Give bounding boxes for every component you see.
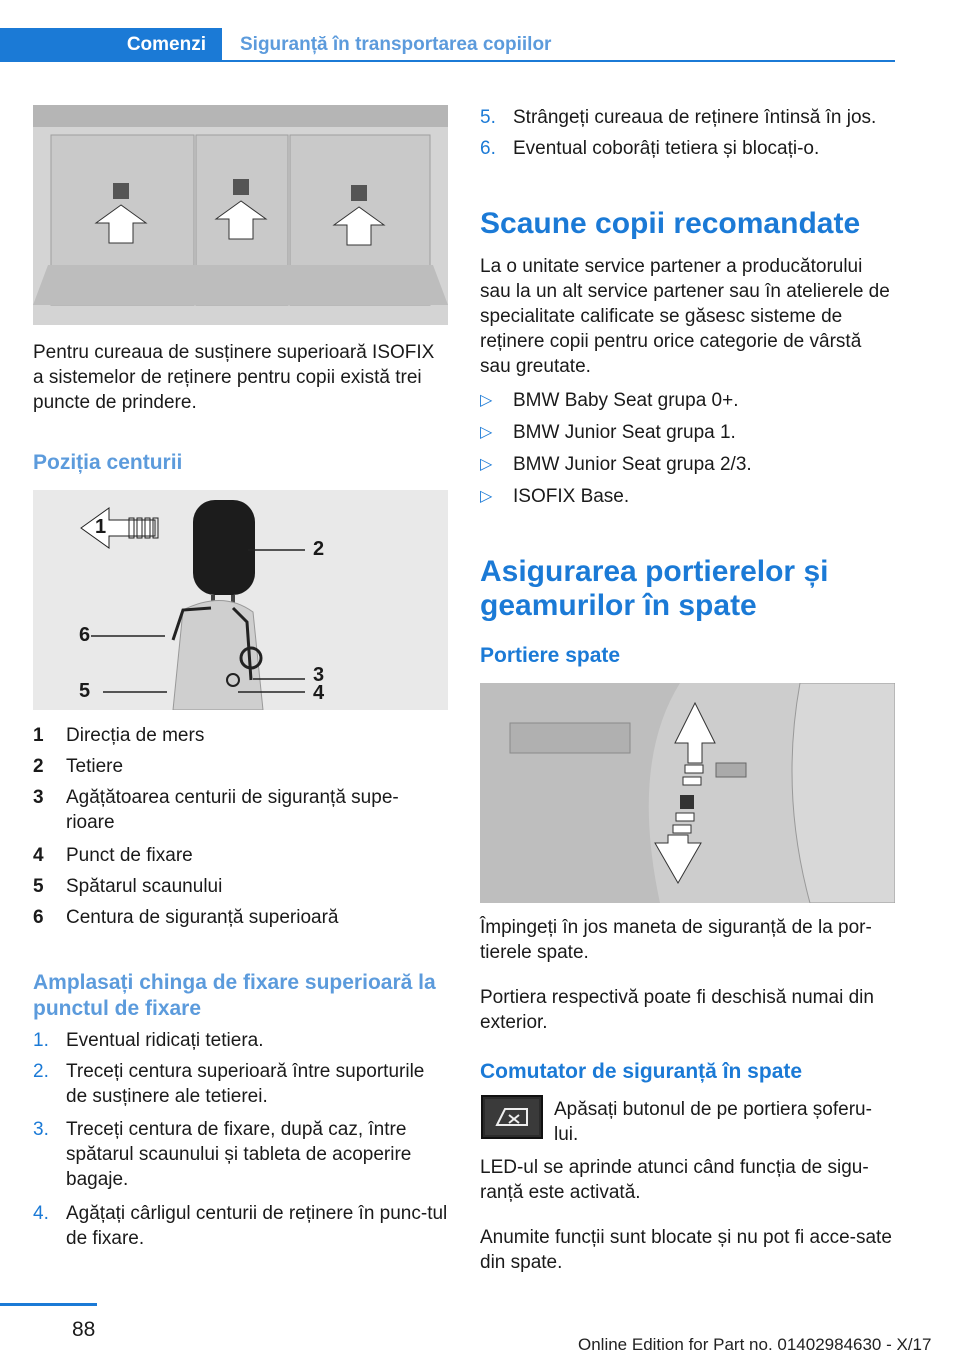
list-item: ▷ BMW Junior Seat grupa 2/3. (480, 454, 752, 475)
triangle-bullet-icon: ▷ (480, 456, 493, 473)
switch-details-block (480, 1155, 895, 1275)
triangle-bullet-icon: ▷ (480, 392, 493, 409)
belt-position-heading: Poziția centurii (33, 451, 183, 474)
intro-paragraph-block (33, 340, 448, 415)
recommended-seats-text: La o unitate service partener a producătorului sau la un alt service partener sau în atelierele de specialitate calificate se găsesc sisteme de reținere copii pentru orice categorie de vârstă sau greutate. (480, 256, 890, 377)
attach-belt-heading: Amplasați chinga de fixare superioară la punctul de fixare (33, 971, 436, 1020)
seat-list (480, 388, 895, 516)
section-title[interactable]: Siguranță în transportarea copiilor (240, 34, 552, 55)
legend-item: 4 Punct de fixare (33, 845, 193, 866)
list-item: ▷ ISOFIX Base. (480, 486, 630, 507)
legend-item: 6 Centura de siguranță superioară (33, 907, 339, 928)
step-item: 3. Treceți centura de fixare, după caz, între spătarul scaunului și tableta de acoperire bagaje. (33, 1119, 412, 1190)
step-item: 4. Agățați cârligul centurii de reținere în punc-tul de fixare. (33, 1203, 448, 1249)
window-lock-button-icon (481, 1095, 543, 1139)
rear-doors-paragraph-2: Portiera respectivă poate fi deschisă numai din exterior. (480, 987, 874, 1033)
legend-item: 3 Agățătoarea centurii de siguranță supe-rioare (33, 787, 399, 833)
fig-label-1: 1 (95, 516, 107, 538)
footer-rule (0, 1303, 97, 1306)
blocked-functions-text: Anumite funcții sunt blocate și nu pot fi acce-sate din spate. (480, 1227, 892, 1273)
rear-safety-switch-heading: Comutator de siguranță în spate (480, 1060, 803, 1083)
attach-steps-list (33, 1028, 448, 1259)
page-header (0, 28, 895, 62)
led-text: LED-ul se aprinde atunci când funcția de sigu-ranță este activată. (480, 1157, 869, 1203)
legend-item: 5 Spătarul scaunului (33, 876, 223, 897)
headrest-belt-figure (33, 490, 448, 710)
step-item: 2. Treceți centura superioară între suporturile de susținere ale tetierei. (33, 1061, 425, 1107)
continued-steps-list (480, 105, 895, 167)
switch-text-block (554, 1097, 895, 1147)
chapter-tab[interactable]: Comenzi (0, 28, 222, 62)
step-item: 6. Eventual coborâți tetiera și blocați-o. (480, 138, 820, 159)
page-number: 88 (72, 1318, 96, 1341)
triangle-bullet-icon: ▷ (480, 424, 493, 441)
triangle-bullet-icon: ▷ (480, 488, 493, 505)
fig-label-5: 5 (79, 680, 91, 702)
switch-text: Apăsați butonul de pe portiera șoferu-lui. (554, 1099, 872, 1145)
recommended-seats-heading: Scaune copii recomandate (480, 207, 861, 240)
list-item: ▷ BMW Junior Seat grupa 1. (480, 422, 736, 443)
fig-label-6: 6 (79, 624, 91, 646)
header-rule (222, 60, 895, 62)
doors-windows-heading: Asigurarea portierelor și geamurilor în spate (480, 555, 829, 622)
fig-label-3: 3 (313, 664, 325, 686)
legend-list (33, 723, 448, 936)
trunk-anchor-figure (33, 105, 448, 325)
edition-note: Online Edition for Part no. 01402984630 - X/17 (578, 1335, 932, 1354)
legend-item: 2 Tetiere (33, 756, 124, 777)
rear-doors-paragraph-1: Împingeți în jos maneta de siguranță de la por-tierele spate. (480, 917, 872, 963)
rear-door-lock-figure (480, 683, 895, 903)
recommended-seats-text-block (480, 254, 895, 379)
rear-doors-text-block (480, 915, 895, 1035)
legend-item: 1 Direcția de mers (33, 725, 205, 746)
step-item: 5. Strângeți cureaua de reținere întinsă în jos. (480, 107, 877, 128)
fig-label-2: 2 (313, 538, 325, 560)
step-item: 1. Eventual ridicați tetiera. (33, 1030, 264, 1051)
fig-label-4: 4 (313, 682, 325, 704)
rear-doors-heading: Portiere spate (480, 644, 621, 667)
intro-paragraph: Pentru cureaua de susținere superioară ISOFIX a sistemelor de reținere pentru copii există trei puncte de prindere. (33, 342, 435, 413)
list-item: ▷ BMW Baby Seat grupa 0+. (480, 390, 739, 411)
